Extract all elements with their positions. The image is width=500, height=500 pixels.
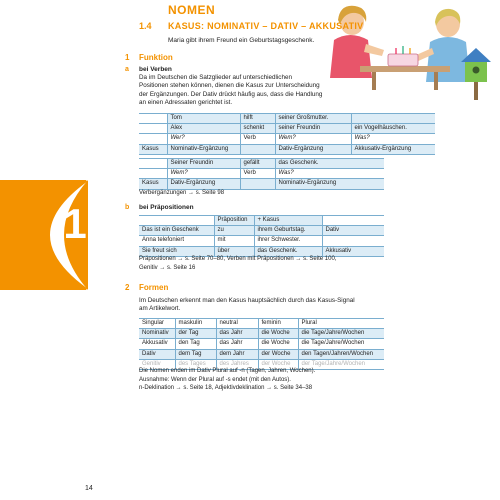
table-cell: mit (214, 236, 254, 246)
verb-cases-table-2 (139, 158, 384, 190)
table-cell (240, 144, 275, 154)
table-cell: über (214, 246, 254, 256)
table-cell: Genitiv (139, 359, 175, 369)
table-header: maskulin (175, 319, 216, 329)
note-line: Ausnahme: Wenn der Plural auf -s endet (mit den Autos). (139, 376, 291, 383)
table-cell: Seiner Freundin (167, 159, 240, 169)
table-header: Präposition (214, 216, 254, 226)
table-cell: Nominativ-Ergänzung (167, 144, 240, 154)
table-cell (139, 169, 167, 179)
table-cell: seiner Freundin (275, 124, 351, 134)
table-cell: Nominativ (139, 329, 175, 339)
paragraph-line: Im Deutschen erkennt man den Kasus hauptsächlich durch das Kasus-Signal (139, 297, 355, 304)
table-cell: Was? (351, 134, 435, 144)
table-cell (139, 159, 167, 169)
table-cell: das Jahr (216, 339, 258, 349)
table-cell: der Tag (175, 329, 216, 339)
table-cell: hilft (240, 114, 275, 124)
section-number: 1.4 (139, 21, 152, 31)
table-cell: Wem? (167, 169, 240, 179)
paragraph-line: Da im Deutschen die Satzglieder auf unterschiedlichen (139, 74, 292, 81)
table-cell: ein Vogelhäuschen. (351, 124, 435, 134)
table-cell: gefällt (240, 159, 275, 169)
table-cell: seiner Großmutter. (275, 114, 351, 124)
table-cell: dem Tag (175, 349, 216, 359)
heading-number-funktion: 1 (125, 53, 130, 62)
table-cell: der Woche (258, 359, 298, 369)
paragraph-line: an einen Adressaten gerichtet ist. (139, 99, 233, 107)
table-cell: zu (214, 226, 254, 236)
table-header: Plural (298, 319, 384, 329)
table-cell: das Geschenk. (275, 159, 384, 169)
note-line: n-Deklination → s. Seite 18, Adjektivdeklination → s. Seite 34–38 (139, 385, 313, 391)
table-cell: den Tag (175, 339, 216, 349)
table-cell: den Tagen/Jahren/Wochen (298, 349, 384, 359)
table-cell: Dativ (139, 349, 175, 359)
table-cell: der Tage/Jahre/Wochen (298, 359, 384, 369)
funktion-paragraph (139, 74, 322, 108)
paragraph-line: der Ergänzungen. Der Dativ drückt häufig aus, dass die Handlung (139, 90, 323, 98)
formen-notes (139, 367, 315, 393)
table-cell: dem Jahr (216, 349, 258, 359)
table-cell: Akkusativ (139, 339, 175, 349)
note-line: Die Nomen enden im Dativ Plural auf -n (Tagen, Jahren, Wochen). (139, 368, 316, 374)
table-cell: Akkusativ (322, 246, 384, 256)
subheading-letter-a: a (125, 66, 129, 73)
table-cell (322, 236, 384, 246)
table-cell: Das ist ein Geschenk (139, 226, 214, 236)
paragraph-line: Positionen stehen können, dienen die Kasus zur Unterscheidung (139, 82, 320, 90)
verb-cases-table-1 (139, 113, 435, 155)
table-header (322, 216, 384, 226)
table-cell: die Tage/Jahre/Wochen (298, 329, 384, 339)
table-cell: schenkt (240, 124, 275, 134)
table-cell: das Jahr (216, 329, 258, 339)
page-number: 14 (85, 485, 93, 492)
table-cell (139, 134, 167, 144)
chapter-tab-number: 1 (63, 200, 87, 247)
heading-funktion: Funktion (139, 53, 173, 62)
table-header: Singular (139, 319, 175, 329)
subheading-letter-b: b (125, 204, 130, 211)
table-cell: Tom (167, 114, 240, 124)
table-cell: Anna telefoniert (139, 236, 214, 246)
table-cell (240, 179, 275, 189)
chapter-title: NOMEN (168, 3, 216, 17)
table-cell: ihrer Schwester. (254, 236, 322, 246)
cross-reference-praepositionen (139, 255, 336, 272)
subheading-bei-verben: bei Verben (139, 66, 172, 73)
ref-line: Präpositionen → s. Seite 70–80, Verben mit Präpositionen → s. Seite 100, (139, 256, 337, 262)
ref-line: Genitiv → s. Seite 16 (139, 264, 196, 271)
table-cell: Dativ-Ergänzung (167, 179, 240, 189)
heading-formen: Formen (139, 283, 169, 292)
subheading-bei-praepositionen: bei Präpositionen (139, 204, 194, 211)
section-title: KASUS: NOMINATIV – DATIV – AKKUSATIV (168, 21, 364, 31)
table-cell: Wem? (275, 134, 351, 144)
preposition-cases-table (139, 215, 384, 257)
heading-number-formen: 2 (125, 283, 130, 292)
table-cell (139, 124, 167, 134)
declension-table (139, 318, 384, 370)
table-cell: die Woche (258, 339, 298, 349)
paragraph-line: am Artikelwort. (139, 305, 181, 313)
table-cell: Kasus (139, 144, 167, 154)
table-header: + Kasus (254, 216, 322, 226)
table-cell: Akkusativ-Ergänzung (351, 144, 435, 154)
table-cell: des Jahres (216, 359, 258, 369)
table-cell: Verb (240, 169, 275, 179)
cross-reference-verbergaenzungen: Verbergänzungen → s. Seite 98 (139, 190, 225, 196)
table-cell: Dativ (322, 226, 384, 236)
table-cell: Alex (167, 124, 240, 134)
table-cell: Kasus (139, 179, 167, 189)
intro-sentence: Maria gibt ihrem Freund ein Geburtstagsgeschenk. (168, 37, 315, 44)
table-cell: Was? (275, 169, 384, 179)
table-cell (139, 114, 167, 124)
table-cell: die Woche (258, 329, 298, 339)
table-header: feminin (258, 319, 298, 329)
table-cell: Nominativ-Ergänzung (275, 179, 384, 189)
table-cell: des Tages (175, 359, 216, 369)
table-cell: das Geschenk. (254, 246, 322, 256)
table-header: neutral (216, 319, 258, 329)
table-cell: Verb (240, 134, 275, 144)
table-cell: Wer? (167, 134, 240, 144)
formen-paragraph (139, 297, 355, 314)
table-cell: die Tage/Jahre/Wochen (298, 339, 384, 349)
table-header (139, 216, 214, 226)
birthday-gift-illustration (300, 0, 500, 110)
table-cell (351, 114, 435, 124)
table-cell: Dativ-Ergänzung (275, 144, 351, 154)
table-cell: Sie freut sich (139, 246, 214, 256)
table-cell: der Woche (258, 349, 298, 359)
table-cell: ihrem Geburtstag. (254, 226, 322, 236)
